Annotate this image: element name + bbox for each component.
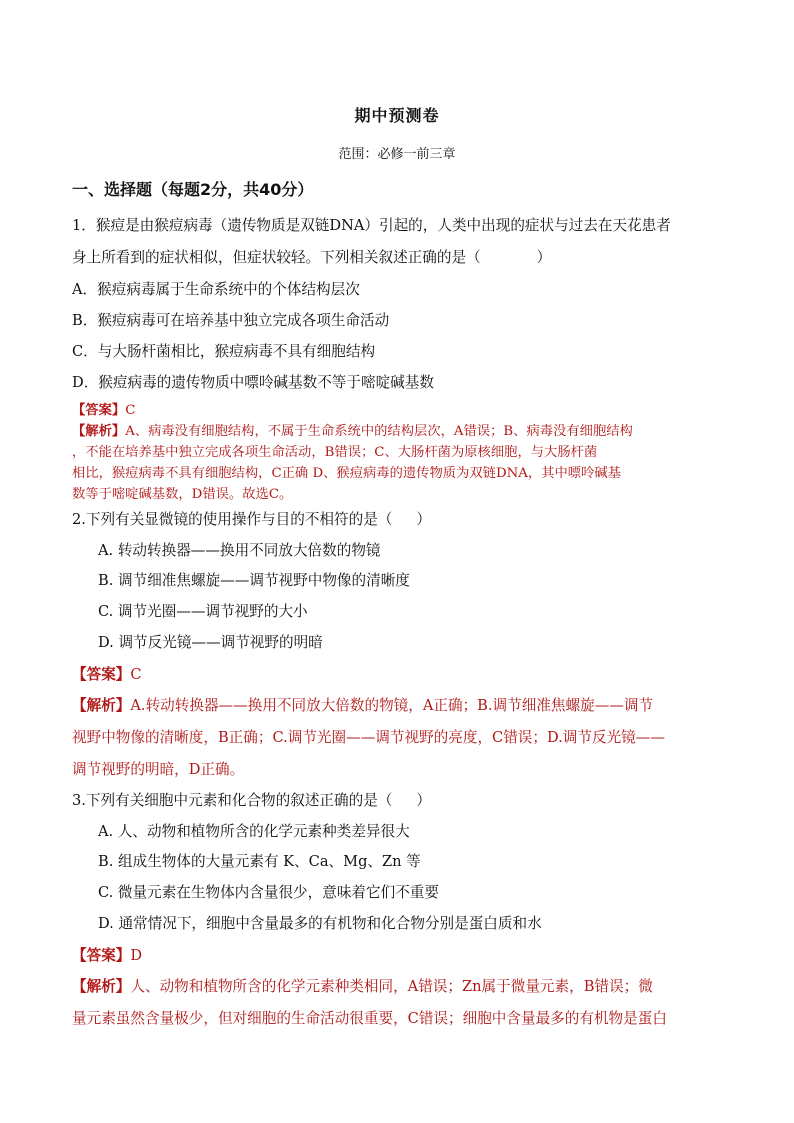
q1-option-d: D．猴痘病毒的遗传物质中嘌呤碱基数不等于嘧啶碱基数 <box>72 374 434 391</box>
analysis-text: A、病毒没有细胞结构，不属于生命系统中的结构层次，A错误；B、病毒没有细胞结构 <box>125 424 633 439</box>
analysis-label: 【解析】 <box>72 424 126 439</box>
section-heading: 一、选择题（每题2分，共40分） <box>72 180 314 199</box>
q3-answer <box>72 944 732 965</box>
q2-option-b: B. 调节细准焦螺旋——调节视野中物像的清晰度 <box>98 572 410 589</box>
q3-analysis-line-2: 量元素虽然含量极少，但对细胞的生命活动很重要，C错误；细胞中含量最多的有机物是蛋白 <box>72 1010 667 1027</box>
q1-analysis-line-1 <box>72 420 732 439</box>
q2-option-d: D. 调节反光镜——调节视野的明暗 <box>98 634 323 651</box>
q2-option-c: C. 调节光圈——调节视野的大小 <box>98 603 308 620</box>
q3-analysis-line-1 <box>72 975 732 996</box>
q1-analysis-line-2: ，不能在培养基中独立完成各项生命活动，B错误；C、大肠杆菌为原核细胞，与大肠杆菌 <box>72 445 598 460</box>
answer-label: 【答案】 <box>72 403 126 418</box>
q1-stem-close: ） <box>536 249 552 266</box>
page-title: 期中预测卷 <box>354 106 440 125</box>
analysis-label: 【解析】 <box>72 978 131 995</box>
q1-analysis-line-3: 相比，猴痘病毒不具有细胞结构，C正确 D、猴痘病毒的遗传物质为双链DNA，其中嘌呤碱基 <box>72 466 621 481</box>
answer-value: C <box>130 666 142 683</box>
answer-label: 【答案】 <box>72 666 131 683</box>
answer-value: D <box>130 947 143 964</box>
q2-stem <box>72 508 732 529</box>
q3-option-a: A. 人、动物和植物所含的化学元素种类差异很大 <box>98 823 410 840</box>
q3-option-d: D. 通常情况下，细胞中含量最多的有机物和化合物分别是蛋白质和水 <box>98 915 542 932</box>
q1-stem-line-2 <box>72 246 732 267</box>
q1-stem-text: 身上所看到的症状相似，但症状较轻。下列相关叙述正确的是（ <box>72 249 481 266</box>
q1-answer <box>72 399 732 418</box>
q2-analysis-line-3: 调节视野的明暗，D正确。 <box>72 761 245 778</box>
page-subtitle: 范围：必修一前三章 <box>338 147 456 162</box>
q3-option-b: B. 组成生物体的大量元素有 K、Ca、Mg、Zn 等 <box>98 853 421 870</box>
answer-label: 【答案】 <box>72 947 131 964</box>
q1-option-b: B．猴痘病毒可在培养基中独立完成各项生命活动 <box>72 312 390 329</box>
q2-answer <box>72 663 732 684</box>
analysis-text: 人、动物和植物所含的化学元素种类相同，A错误；Zn属于微量元素，B错误；微 <box>130 978 653 995</box>
q2-stem-text: 2.下列有关显微镜的使用操作与目的不相符的是（ <box>72 511 393 528</box>
q2-stem-close: ） <box>416 511 432 528</box>
q1-option-c: C．与大肠杆菌相比，猴痘病毒不具有细胞结构 <box>72 343 376 360</box>
q3-option-c: C. 微量元素在生物体内含量很少，意味着它们不重要 <box>98 884 439 901</box>
q3-stem <box>72 789 732 810</box>
q1-option-a: A．猴痘病毒属于生命系统中的个体结构层次 <box>72 281 360 298</box>
answer-value: C <box>125 403 136 418</box>
q1-stem-line-1: 1．猴痘是由猴痘病毒（遗传物质是双链DNA）引起的，人类中出现的症状与过去在天花患者 <box>72 217 671 234</box>
q1-analysis-line-4: 数等于嘧啶碱基数，D错误。故选C。 <box>72 487 293 502</box>
q2-option-a: A. 转动转换器——换用不同放大倍数的物镜 <box>98 542 381 559</box>
q2-analysis-line-2: 视野中物像的清晰度，B正确；C.调节光圈——调节视野的亮度，C错误；D.调节反光镜—— <box>72 729 665 746</box>
q3-stem-text: 3.下列有关细胞中元素和化合物的叙述正确的是（ <box>72 792 393 809</box>
q2-analysis-line-1 <box>72 694 732 715</box>
analysis-label: 【解析】 <box>72 697 131 714</box>
analysis-text: A.转动转换器——换用不同放大倍数的物镜，A正确；B.调节细准焦螺旋——调节 <box>130 697 654 714</box>
q3-stem-close: ） <box>416 792 432 809</box>
